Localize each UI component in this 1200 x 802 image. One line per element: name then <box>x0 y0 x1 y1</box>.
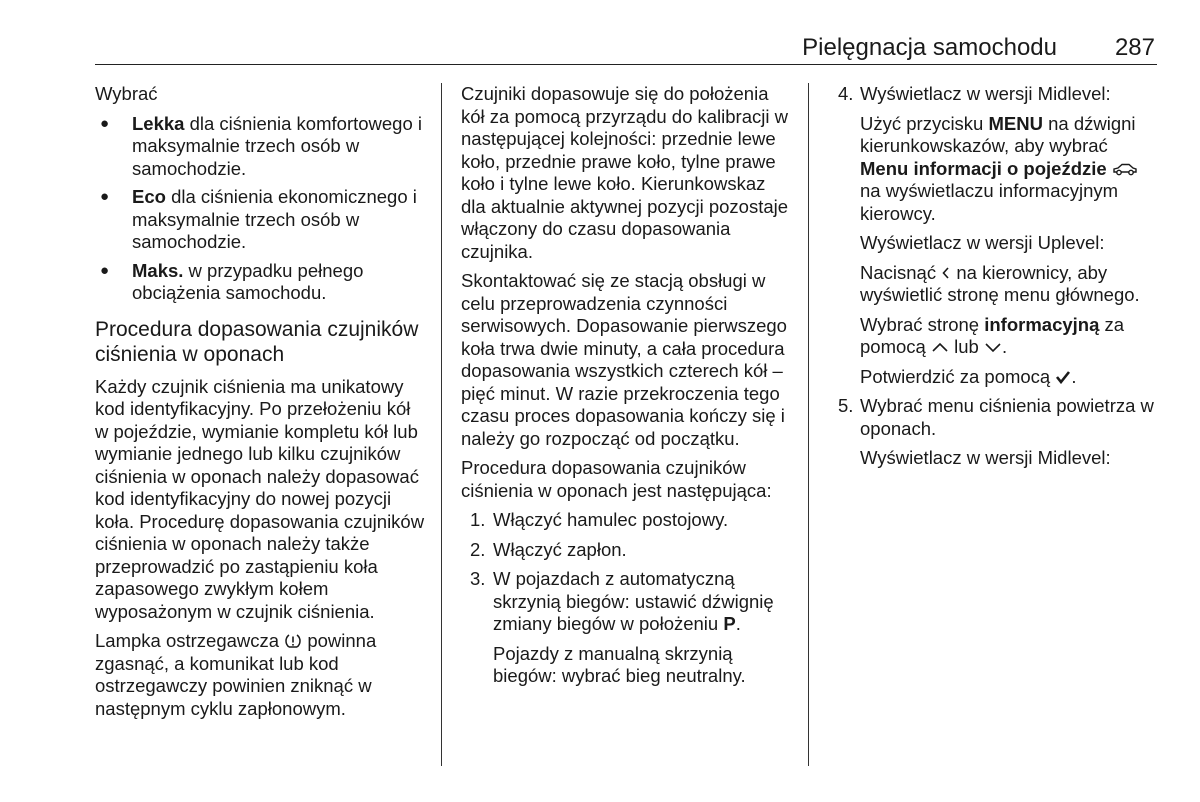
paragraph: Skontaktować się ze stacją obsługi w celu przeprowadzenia czynności serwisowych. Dopasowanie pierwszego koła trwa dwie minuty, a cała procedura dopasowania wszystkich czterech kół – pięć minut. W razie przekroczenia tego czasu proces dopasowania kończy się i należy go rozpocząć od początku. <box>461 270 787 449</box>
list-item: 4. Wyświetlacz w wersji Midlevel: <box>838 83 1111 104</box>
list-item: ● Lekka dla ciśnienia komfortowego i maksymalnie trzech osób w samochodzie. <box>95 113 425 181</box>
paragraph: Każdy czujnik ciśnienia ma unikatowy kod identyfikacyjny. Po przełożeniu kół w pojeździe, wymianie kompletu kół lub wymianie jednego lub kilku czujników ciśnienia w oponach należy dopasować kod identyfikacyjny do nowej pozycji koła. Procedurę dopasowania czujników ciśnienia w oponach należy także przeprowadzić po zastąpieniu koła zapasowego zwykłym kołem wyposażonym w czujnik ciśnienia. <box>95 375 425 622</box>
chevron-up-icon <box>931 336 949 359</box>
page-number: 287 <box>1114 34 1155 61</box>
paragraph: Wybrać stronę informacyjną za pomocą lub . <box>860 313 1125 357</box>
list-item: ● Maks. w przypadku pełnego obciążenia samochodu. <box>95 260 425 305</box>
column-divider <box>808 83 809 766</box>
column-divider <box>441 83 442 766</box>
list-item: 3. W pojazdach z automatyczną skrzynią biegów: ustawić dźwignię zmiany biegów w położeniu P. <box>470 568 774 634</box>
list-item: 2. Włączyć zapłon. <box>470 538 627 560</box>
section-heading: Procedura dopasowania czujników ciśnienia w oponach <box>95 317 419 366</box>
column-1 <box>95 83 425 727</box>
paragraph: Pojazdy z manualną skrzynią biegów: wybrać bieg neutralny. <box>493 642 746 686</box>
paragraph: Nacisnąć na kierownicy, aby wyświetlić stronę menu głównego. <box>860 261 1140 305</box>
intro-text: Wybrać <box>95 83 158 104</box>
list-item: 1. Włączyć hamulec postojowy. <box>470 509 729 530</box>
page-header <box>95 30 1157 65</box>
chevron-left-icon <box>941 262 951 285</box>
paragraph: Potwierdzić za pomocą . <box>860 365 1077 387</box>
car-icon <box>1112 158 1138 181</box>
tire-pressure-warning-icon <box>284 630 302 653</box>
list-item: 5. Wybrać menu ciśnienia powietrza w oponach. <box>838 395 1154 439</box>
paragraph: Użyć przycisku MENU na dźwigni kierunkowskazów, aby wybrać Menu informacji o pojeździe na wyświetlaczu informacyjnym kierowcy. <box>838 113 1160 226</box>
paragraph: Procedura dopasowania czujników ciśnienia w oponach jest następująca: <box>461 457 772 501</box>
list-item: ● Eco dla ciśnienia ekonomicznego i maksymalnie trzech osób w samochodzie. <box>95 186 425 254</box>
paragraph: Wyświetlacz w wersji Uplevel: <box>860 232 1105 253</box>
section-title: Pielęgnacja samochodu <box>802 34 1057 61</box>
column-2 <box>461 83 791 695</box>
paragraph: Wyświetlacz w wersji Midlevel: <box>860 447 1111 468</box>
chevron-down-icon <box>984 336 1002 359</box>
paragraph: Czujniki dopasowuje się do położenia kół za pomocą przyrządu do kalibracji w następującej kolejności: przednie lewe koło, przednie prawe koło, tylne prawe koło i tylne lewe koło. Kierunkowskaz dla aktualnie aktywnej pozycji pozostaje włączony do czasu dopasowania czujnika. <box>461 83 789 262</box>
checkmark-icon <box>1055 366 1071 389</box>
paragraph: Lampka ostrzegawcza powinna zgasnąć, a komunikat lub kod ostrzegawczy powinien zniknąć w następnym cyklu zapłonowym. <box>95 630 377 719</box>
column-3 <box>838 83 1160 477</box>
